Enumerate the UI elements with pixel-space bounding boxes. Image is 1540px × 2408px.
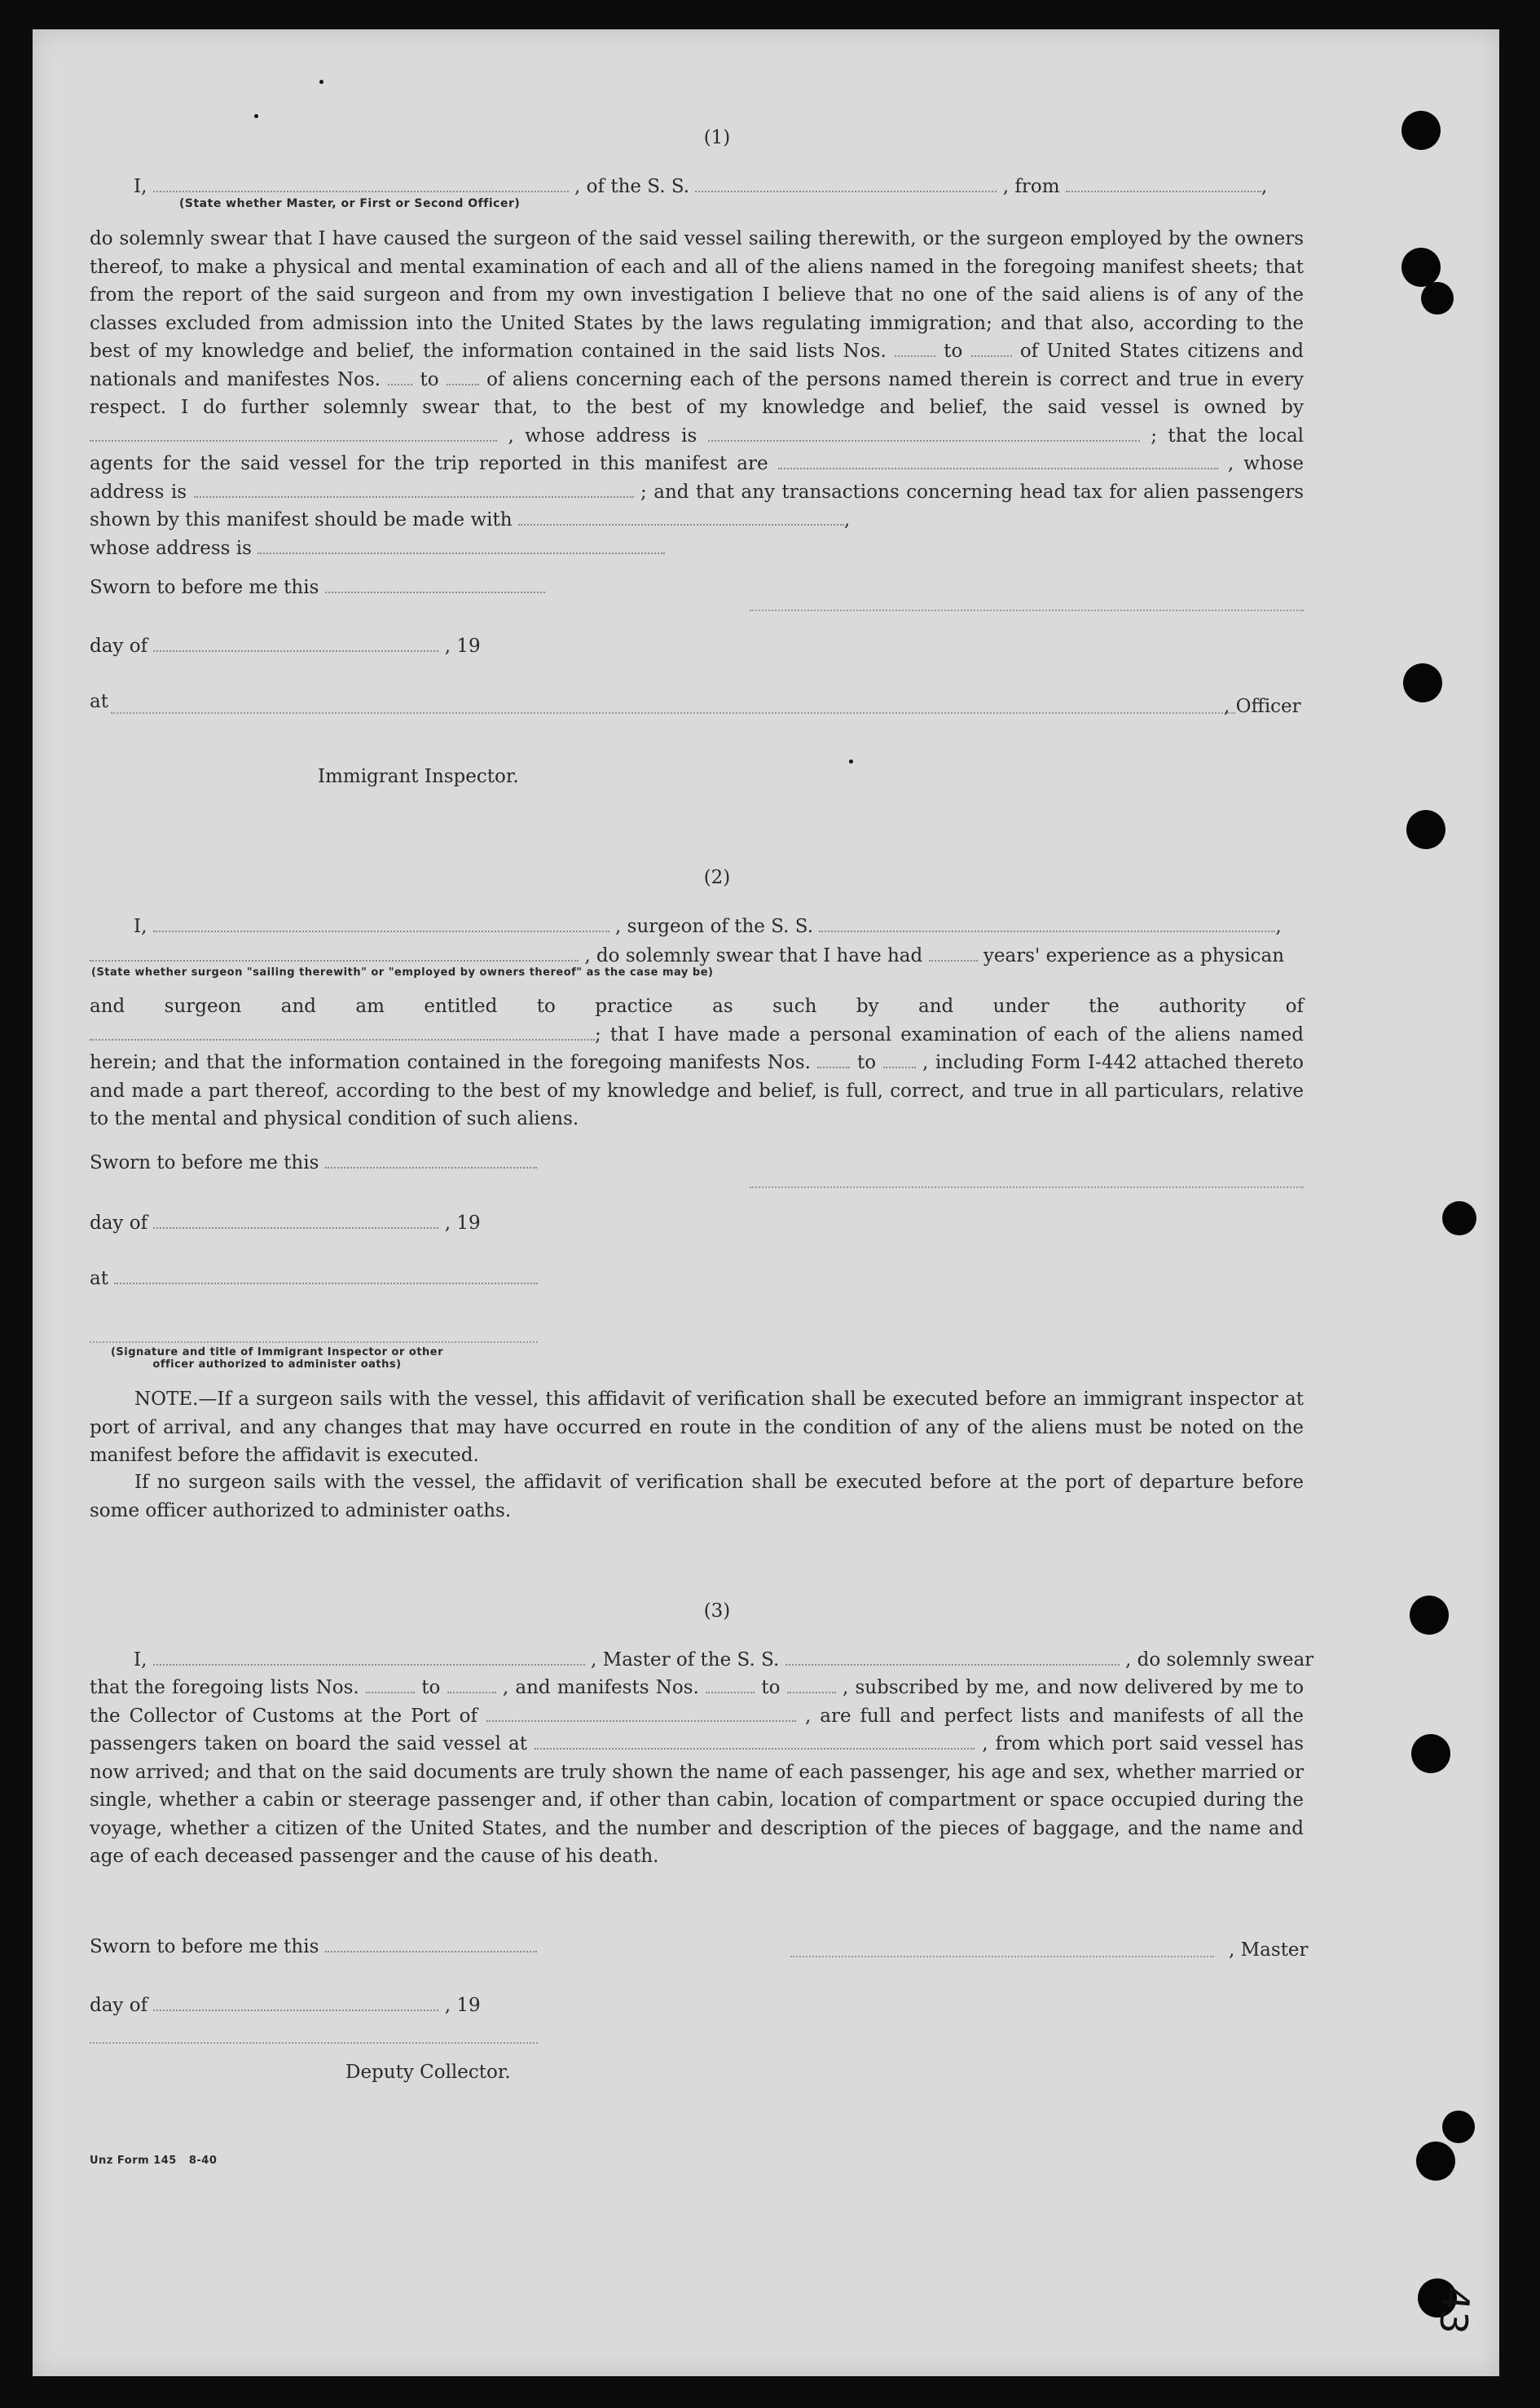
oath-text: whose address is	[90, 537, 252, 559]
officer-rank-note: (State whether Master, or First or Second Officer)	[179, 197, 521, 210]
comma: ,	[1261, 176, 1268, 197]
comma: ,	[1275, 916, 1282, 937]
inspector-signature-line[interactable]	[90, 1341, 538, 1343]
section-2-number: (2)	[703, 867, 731, 888]
oath-text: ; that the local agents for the said vessel for the trip reported in this manifest are	[90, 425, 1305, 474]
oath-text: , whose address is	[508, 425, 697, 447]
day-of-label: day of	[90, 1213, 148, 1234]
local-agents-field[interactable]	[778, 455, 1218, 469]
from-port-field[interactable]	[1066, 178, 1261, 192]
sworn-line-1	[90, 574, 545, 601]
section-2-first-line	[134, 913, 1282, 940]
manifest-to-field[interactable]	[883, 1054, 916, 1068]
ink-speck	[254, 114, 258, 118]
master-signature-line[interactable]	[790, 1956, 1214, 1957]
signature-note-line-2: officer authorized to administer oaths)	[152, 1358, 402, 1371]
sworn-date-field[interactable]	[325, 1938, 537, 1952]
month-field[interactable]	[153, 1996, 438, 2011]
form-date: 8-40	[188, 2155, 218, 2167]
oath-text: that the foregoing lists Nos.	[90, 1677, 359, 1698]
oath-text: of aliens concerning each of the persons named therein is correct and true in every respect. I do further solemnly swear that, to the best of my knowledge and belief, the said vessel is owned by	[90, 368, 1304, 418]
ink-speck	[319, 80, 323, 84]
alien-manifest-from-field[interactable]	[388, 371, 412, 385]
surgeon-signature-line[interactable]	[750, 1186, 1304, 1188]
day-of-line-1	[90, 632, 481, 660]
year-label: , 19	[444, 636, 481, 657]
citizen-list-from-field[interactable]	[895, 342, 935, 357]
surgeon-status-field[interactable]	[90, 947, 579, 962]
note-paragraph-1: NOTE.—If a surgeon sails with the vessel, this affidavit of verification shall be executed before an immigrant inspector at port of arrival, and any changes that may have occurred en route in the condition of any of the aliens must be noted on the manifest before the affidavit is executed.	[90, 1389, 1304, 1466]
collector-port-field[interactable]	[486, 1707, 796, 1722]
day-of-line-3	[90, 1992, 481, 2019]
oath-text: of United States citizens and nationals and manifestes Nos.	[90, 341, 1305, 390]
signature-line[interactable]	[750, 610, 1304, 611]
signature-note-line-1: (Signature and title of Immigrant Inspector or other	[110, 1346, 444, 1358]
year-label: , 19	[444, 1995, 481, 2016]
from-label: , from	[1002, 176, 1060, 197]
immigrant-inspector-label: Immigrant Inspector.	[318, 766, 519, 787]
form-footer	[90, 2155, 217, 2167]
i-label: I,	[134, 1649, 147, 1671]
officer-signature-line[interactable]	[111, 712, 1235, 714]
at-line-1	[90, 688, 108, 715]
at-place-field[interactable]	[114, 1270, 538, 1284]
oath-text: , subscribed by me, and now delivered by me to the Collector of Customs at the Port of	[90, 1677, 1305, 1727]
section-3-first-line	[134, 1646, 1313, 1674]
oath-text: ,	[843, 509, 851, 530]
year-label: , 19	[444, 1213, 481, 1234]
day-of-label: day of	[90, 636, 148, 657]
officer-label: , Officer	[1224, 696, 1301, 717]
binder-hole	[1401, 248, 1441, 287]
contact-address-field[interactable]	[257, 539, 665, 554]
master-signature-label: , Master	[1229, 1939, 1309, 1961]
section-1-number: (1)	[703, 127, 731, 148]
oath-text: , whose address is	[90, 453, 1305, 503]
oath-text: ;	[595, 1024, 601, 1046]
surgeon-status-note: (State whether surgeon "sailing therewith" or "employed by owners thereof" as the case may be)	[91, 966, 714, 979]
month-field[interactable]	[153, 637, 438, 652]
signature-title-note	[90, 1346, 464, 1371]
binder-hole	[1406, 810, 1445, 849]
years-experience-field[interactable]	[929, 947, 978, 962]
surgeon-name-field[interactable]	[153, 918, 609, 932]
i-label: I,	[134, 176, 147, 197]
master-vessel-field[interactable]	[785, 1651, 1120, 1666]
at-label: at	[90, 1268, 108, 1289]
binder-hole	[1442, 2111, 1475, 2143]
agents-address-field[interactable]	[194, 483, 634, 498]
sworn-label: Sworn to before me this	[90, 577, 319, 598]
section-2-oath-body	[90, 993, 1304, 1134]
binder-hole	[1442, 1201, 1476, 1235]
swear-label: , do solemnly swear	[1124, 1649, 1314, 1671]
sworn-line-2	[90, 1149, 537, 1177]
month-field[interactable]	[153, 1214, 438, 1229]
binder-hole	[1411, 1734, 1450, 1773]
licensing-authority-field[interactable]	[90, 1026, 595, 1041]
vessel-name-field[interactable]	[695, 178, 997, 192]
form-page	[33, 29, 1499, 2376]
alien-manifest-to-field[interactable]	[447, 371, 479, 385]
oath-text: to	[856, 1052, 877, 1073]
sworn-label: Sworn to before me this	[90, 1152, 319, 1173]
ink-speck	[849, 759, 853, 764]
master-label: , Master of the S. S.	[591, 1649, 780, 1671]
citizen-list-to-field[interactable]	[971, 342, 1012, 357]
head-tax-contact-field[interactable]	[518, 511, 844, 526]
day-of-label: day of	[90, 1995, 148, 2016]
of-ss-label: , of the S. S.	[574, 176, 690, 197]
binder-hole	[1421, 282, 1454, 315]
collector-signature-line[interactable]	[90, 2042, 538, 2044]
officer-name-field[interactable]	[153, 178, 569, 192]
experience-label-2: years' experience as a physican	[983, 945, 1285, 966]
vessel-owner-field[interactable]	[90, 427, 497, 442]
oath-text: and surgeon and am entitled to practice as such by and under the authority of	[90, 996, 1304, 1017]
oath-text: , and manifests Nos.	[502, 1677, 699, 1698]
manifests-from-field[interactable]	[706, 1679, 755, 1693]
manifests-to-field[interactable]	[787, 1679, 836, 1693]
oath-text: , from which port said vessel has now arrived; and that on the said documents are truly shown the name of each passenger, his age and sex, whether married or single, whether a cabin or steerage passenger and, if other than cabin, location of compartment or space occupied during the voyage, whether a citizen of the United States, and the number and description of the pieces of baggage, and the name and age of each deceased passenger and the cause of his death.	[90, 1733, 1304, 1867]
oath-text: to	[421, 1677, 441, 1698]
oath-text: to	[944, 341, 963, 362]
at-label: at	[90, 691, 108, 712]
form-id: Unz Form 145	[90, 2155, 177, 2167]
binder-hole	[1416, 2142, 1455, 2181]
boarding-port-field[interactable]	[535, 1735, 975, 1750]
i-label: I,	[134, 916, 147, 937]
oath-text: that I have made a personal examination of each of the aliens named herein; and that the information contained in the foregoing manifests Nos.	[90, 1024, 1304, 1073]
day-of-line-2	[90, 1209, 481, 1237]
sworn-date-field[interactable]	[325, 579, 545, 593]
section-1-oath-body	[90, 225, 1304, 562]
sworn-label: Sworn to before me this	[90, 1936, 319, 1957]
oath-text: ; and that any transactions concerning head tax for alien passengers shown by this manifest should be made with	[90, 481, 1305, 530]
section-1-first-line	[134, 173, 1267, 200]
binder-hole	[1403, 663, 1442, 702]
oath-text: do solemnly swear that I have caused the surgeon of the said vessel sailing therewith, or the surgeon employed by the owners thereof, to make a physical and mental examination of each and all of the aliens named in the foregoing manifest sheets; that from the report of the said surgeon and from my own investigation I believe that no one of the said aliens is of any of the classes excluded from admission into the United States by the laws regulating immigration; and that also, according to the best of my knowledge and belief, the information contained in the said lists Nos.	[90, 228, 1304, 362]
oath-text: , are full and perfect lists and manifests of all the passengers taken on board the said vessel at	[90, 1705, 1305, 1754]
oath-text: , including Form I-442 attached thereto and made a part thereof, according to the best of my knowledge and belief, is full, correct, and true in all particulars, relative to the mental and physical condition of such aliens.	[90, 1052, 1304, 1129]
oath-text: to	[420, 368, 439, 390]
lists-from-field[interactable]	[366, 1679, 415, 1693]
handwritten-page-number: 43	[1430, 2284, 1479, 2336]
surgeon-vessel-field[interactable]	[819, 918, 1275, 932]
binder-hole	[1401, 111, 1441, 150]
experience-label: , do solemnly swear that I have had	[584, 945, 923, 966]
manifest-from-field[interactable]	[817, 1054, 850, 1068]
oath-text: to	[761, 1677, 781, 1698]
surgeon-label: , surgeon of the S. S.	[615, 916, 814, 937]
owner-address-field[interactable]	[708, 427, 1140, 442]
at-line-2	[90, 1265, 538, 1292]
deputy-collector-label: Deputy Collector.	[345, 2062, 511, 2083]
section-3-number: (3)	[703, 1600, 731, 1622]
master-name-field[interactable]	[153, 1651, 585, 1666]
section-2-second-line	[90, 942, 1284, 970]
note-paragraph-2: If no surgeon sails with the vessel, the affidavit of verification shall be executed before at the port of departure before some officer authorized to administer oaths.	[90, 1472, 1304, 1521]
sworn-date-field[interactable]	[325, 1154, 537, 1169]
lists-to-field[interactable]	[447, 1679, 496, 1693]
binder-hole	[1410, 1596, 1449, 1635]
section-3-oath-body	[90, 1674, 1304, 1871]
